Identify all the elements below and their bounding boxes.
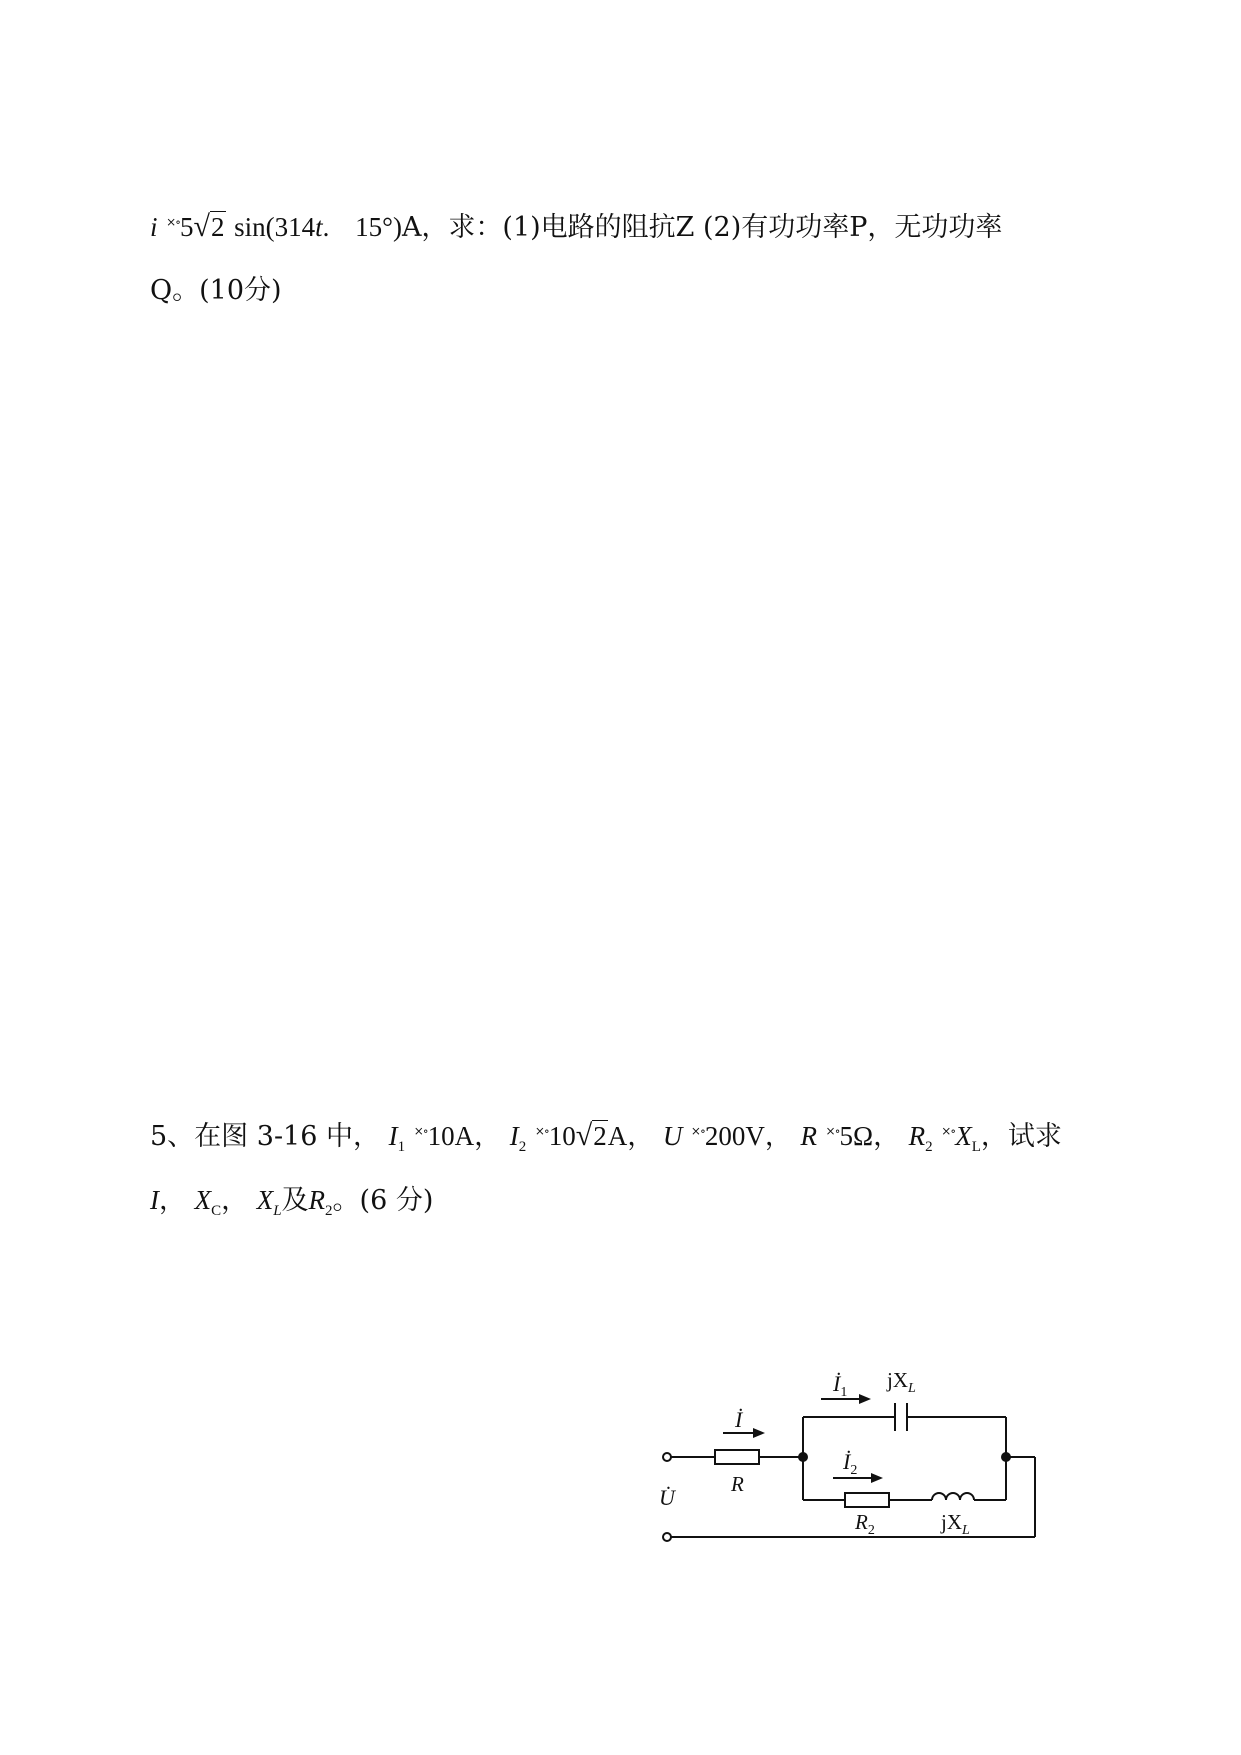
q5-sep: ， xyxy=(627,1121,655,1152)
q4-phase: 15° xyxy=(355,212,393,242)
q5-eq-mark: ×∘ xyxy=(825,1124,840,1138)
q4-line1-text: A，求：(1)电路的阻抗Z (2)有功功率P，无功功率 xyxy=(401,212,1003,243)
label-i2-sub: 2 xyxy=(850,1463,858,1478)
q4-sqrt-arg: 2 xyxy=(211,212,225,242)
label-r2-sub: 2 xyxy=(867,1523,875,1538)
label-r2 xyxy=(854,1510,875,1538)
label-cap xyxy=(886,1368,916,1396)
q5-ask-and: 及 xyxy=(281,1185,309,1216)
q5-r2-sub: 2 xyxy=(925,1139,933,1155)
resistor-r2 xyxy=(845,1493,889,1507)
q4-eq-mark: ×∘ xyxy=(166,215,181,229)
node-right xyxy=(1001,1452,1011,1462)
q5-i2-unit: A xyxy=(607,1121,628,1151)
q5-u: U xyxy=(662,1121,683,1151)
label-i1-main: İ xyxy=(833,1371,841,1396)
label-u: U̇ xyxy=(659,1485,675,1510)
label-r2-main: R xyxy=(855,1510,868,1534)
q5-i1: I xyxy=(388,1121,398,1151)
label-i1-sub: 1 xyxy=(840,1385,848,1400)
q5-ask-xc-sub: C xyxy=(211,1203,222,1219)
q5-ask-i: I xyxy=(150,1185,159,1215)
q5-i1-val: 10A xyxy=(427,1121,475,1151)
q5-r2: R xyxy=(908,1121,926,1151)
q5-ask-r2-sub: 2 xyxy=(325,1203,333,1219)
q5-i2-sub: 2 xyxy=(518,1139,527,1155)
q4-t-mark: . xyxy=(322,212,330,242)
q5-eq-mark: ×∘ xyxy=(690,1124,705,1138)
q5-i2-sqrt: 2 xyxy=(593,1121,607,1151)
q4-func: sin(314 xyxy=(234,212,316,242)
q5-sep: ， xyxy=(764,1121,792,1152)
node-left xyxy=(798,1452,808,1462)
resistor-r xyxy=(715,1450,759,1464)
q5-end: 。(6 分) xyxy=(332,1185,434,1216)
q5-prefix: 5、在图 3-16 中， xyxy=(150,1121,381,1152)
label-i1 xyxy=(832,1371,847,1400)
label-cap-sub: L xyxy=(908,1381,916,1396)
q5-line-1: 5、在图 3-16 中， $I_1$ ×∘10A， $I_2$ ×∘10√2A， U ×∘200V， R ×∘5Ω， $R_2$ $^{\times\circ}X_L$，试求 xyxy=(150,1119,1062,1155)
q5-ask-xc: X xyxy=(194,1185,212,1215)
q5-u-val: 200V xyxy=(704,1121,765,1151)
q4-coef: 5 xyxy=(180,212,194,242)
q5-xl: X xyxy=(955,1121,972,1151)
q5-eq-mark: ×∘ xyxy=(941,1124,956,1138)
q5-xl-sub: L xyxy=(971,1139,981,1155)
inductor xyxy=(932,1493,974,1500)
q5-sep: ， xyxy=(159,1185,186,1216)
label-ind-sub: L xyxy=(962,1523,970,1538)
label-i2 xyxy=(842,1449,857,1478)
label-ind-main: jX xyxy=(941,1510,962,1534)
q4-t: t xyxy=(315,212,323,242)
q5-eq-mark: ×∘ xyxy=(413,1124,428,1138)
label-r: R xyxy=(731,1472,744,1496)
q5-ask-xl: X xyxy=(256,1185,274,1215)
q5-ask-r2: R xyxy=(308,1185,326,1215)
q4-close: ) xyxy=(392,212,402,242)
q4-line-2: Q。(10分) xyxy=(150,275,282,306)
terminal-bottom xyxy=(663,1533,671,1541)
q5-r-val: 5Ω xyxy=(839,1121,874,1151)
label-i2-main: İ xyxy=(843,1449,851,1474)
terminal-top xyxy=(663,1453,671,1461)
label-cap-main: jX xyxy=(887,1368,908,1392)
q5-line-2 xyxy=(150,1178,433,1220)
q5-suffix1: ，试求 xyxy=(980,1121,1062,1152)
q5-r: R xyxy=(800,1121,817,1151)
q5-i1-sub: 1 xyxy=(397,1139,406,1155)
q5-eq-mark: ×∘ xyxy=(534,1124,549,1138)
q5-sep: ， xyxy=(474,1121,502,1152)
q5-sep: ， xyxy=(221,1185,249,1216)
q5-i2: I xyxy=(509,1121,519,1151)
label-ind xyxy=(940,1510,970,1538)
q5-sep: ， xyxy=(873,1121,901,1152)
q4-line-1: i ×∘5√2 sin(314t. 15°)A，求：(1)电路的阻抗Z (2)有功功率P，无功功率 xyxy=(150,210,1003,243)
circuit-diagram xyxy=(655,1365,1055,1575)
q4-var-i: i xyxy=(150,212,158,242)
q5-ask-xl-sub: L xyxy=(273,1203,282,1219)
q5-i2-coef: 10 xyxy=(548,1121,576,1151)
label-i: İ xyxy=(735,1407,743,1432)
